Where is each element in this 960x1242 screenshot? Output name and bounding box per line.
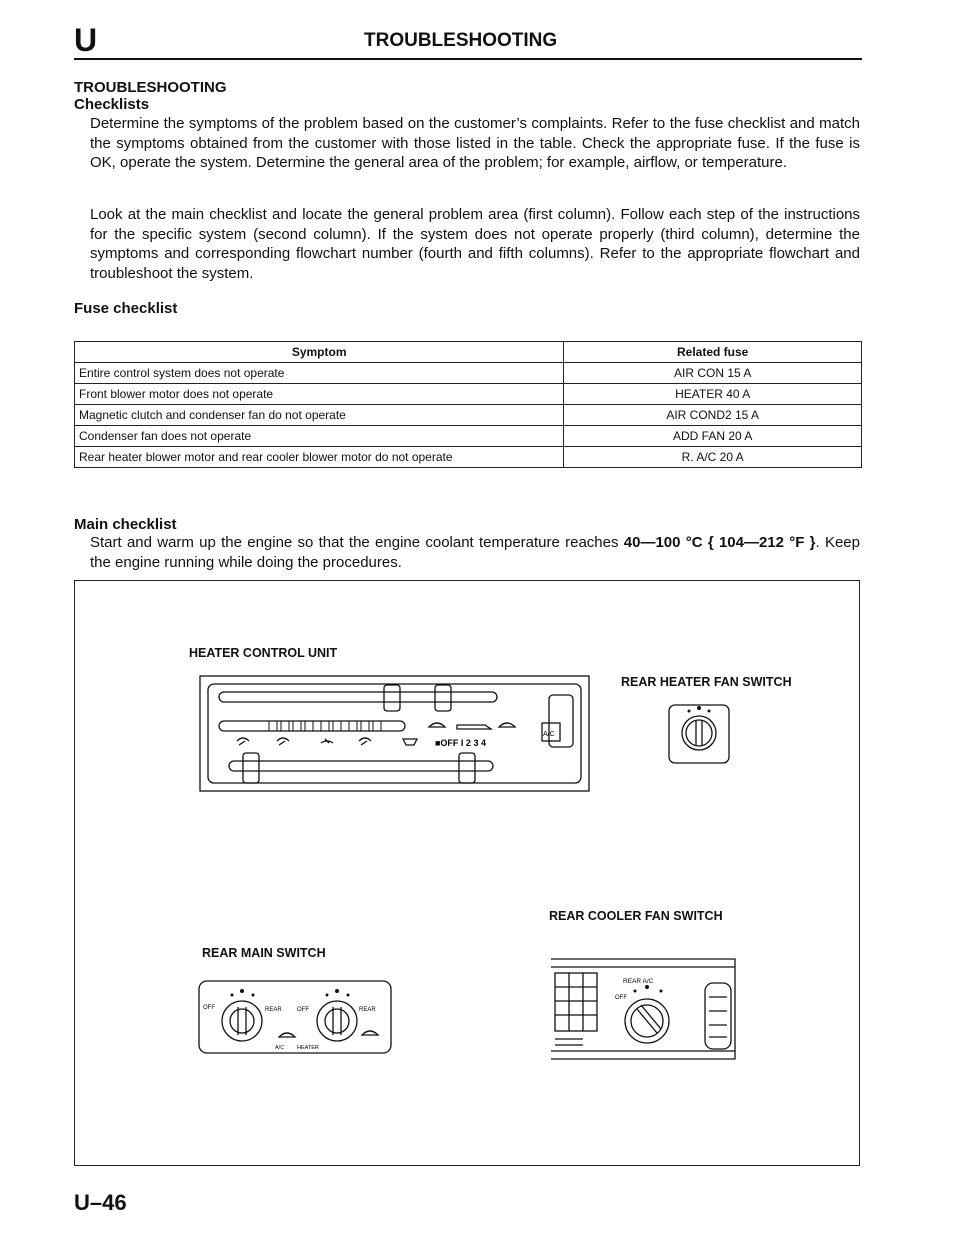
label-rear-cooler-fan-switch: REAR COOLER FAN SWITCH	[549, 909, 723, 923]
table-row	[75, 405, 862, 426]
label-heater-control-unit: HEATER CONTROL UNIT	[189, 646, 338, 660]
page-header-title: TROUBLESHOOTING	[364, 30, 558, 51]
rear-heater-fan-switch-drawing	[667, 699, 733, 769]
temperature-range: 40—100 °C { 104—212 °F }	[623, 534, 816, 551]
symptom-cell: Entire control system does not operate	[75, 363, 564, 384]
fan-speed-scale: ■OFF I 2 3 4	[435, 738, 486, 748]
section-subheading: Checklists	[74, 96, 150, 113]
page-number: U–46	[74, 1190, 127, 1215]
table-row	[75, 426, 862, 447]
symptom-cell: Rear heater blower motor and rear cooler blower motor do not operate	[75, 447, 564, 468]
intro-paragraph: Determine the symptoms of the problem based on the customer’s complaints. Refer to the fuse checklist and match the symptoms obtained from the customer with those listed in the table. Check the appropriate fuse. If the fuse is OK, operate the system. Determine the general area of the problem; for example, airflow, or temperature.	[90, 115, 860, 171]
label-rear-heater-fan-switch: REAR HEATER FAN SWITCH	[621, 675, 792, 689]
fuse-cell: HEATER 40 A	[564, 384, 862, 405]
fuse-checklist-title: Fuse checklist	[74, 300, 178, 317]
table-row	[75, 363, 862, 384]
fuse-cell: R. A/C 20 A	[564, 447, 862, 468]
rear-main-switch-drawing	[197, 977, 393, 1057]
instructions-paragraph: Look at the main checklist and locate the general problem area (first column). Follow each step of the instructions for the specific system (second column). If the system does not operate properly (third column), determine the symptoms and corresponding flowchart number (fourth and fifth columns). Refer to the appropriate flowchart and troubleshoot the system.	[90, 206, 860, 282]
column-header-symptom: Symptom	[75, 342, 564, 363]
table-row	[75, 447, 862, 468]
rear-cooler-off-label: OFF	[615, 995, 627, 1001]
fuse-cell: ADD FAN 20 A	[564, 426, 862, 447]
table-row	[75, 384, 862, 405]
rear-main-off-left-label: OFF	[203, 1005, 215, 1011]
symptom-cell: Condenser fan does not operate	[75, 426, 564, 447]
main-checklist-text-after: . Keep the engine running while doing the procedures.	[90, 534, 860, 571]
header-rule	[74, 58, 862, 60]
column-header-related-fuse: Related fuse	[564, 342, 862, 363]
rear-cooler-rear-ac-label: REAR A/C	[623, 978, 654, 985]
fuse-cell: AIR CON 15 A	[564, 363, 862, 384]
rear-main-rear-right-label: REAR	[359, 1007, 376, 1013]
section-heading: TROUBLESHOOTING	[74, 79, 227, 96]
section-letter: U	[74, 22, 98, 58]
rear-main-off-right-label: OFF	[297, 1007, 309, 1013]
fuse-checklist-table	[74, 341, 862, 468]
heater-control-unit-drawing	[199, 675, 591, 793]
controls-diagram	[74, 580, 860, 1166]
fuse-cell: AIR COND2 15 A	[564, 405, 862, 426]
symptom-cell: Front blower motor does not operate	[75, 384, 564, 405]
symptom-cell: Magnetic clutch and condenser fan do not operate	[75, 405, 564, 426]
rear-main-rear-label: REAR	[265, 1007, 282, 1013]
label-rear-main-switch: REAR MAIN SWITCH	[202, 946, 326, 960]
main-checklist-text-before: Start and warm up the engine so that the engine coolant temperature reaches	[90, 534, 624, 551]
rear-main-ac-label: A/C	[275, 1045, 285, 1051]
table-header-row	[75, 342, 862, 363]
rear-main-heater-label: HEATER	[297, 1045, 319, 1051]
main-checklist-title: Main checklist	[74, 516, 177, 533]
main-checklist-paragraph	[90, 533, 860, 572]
ac-button-label: A/C	[543, 731, 555, 738]
rear-cooler-fan-switch-drawing	[549, 955, 739, 1063]
